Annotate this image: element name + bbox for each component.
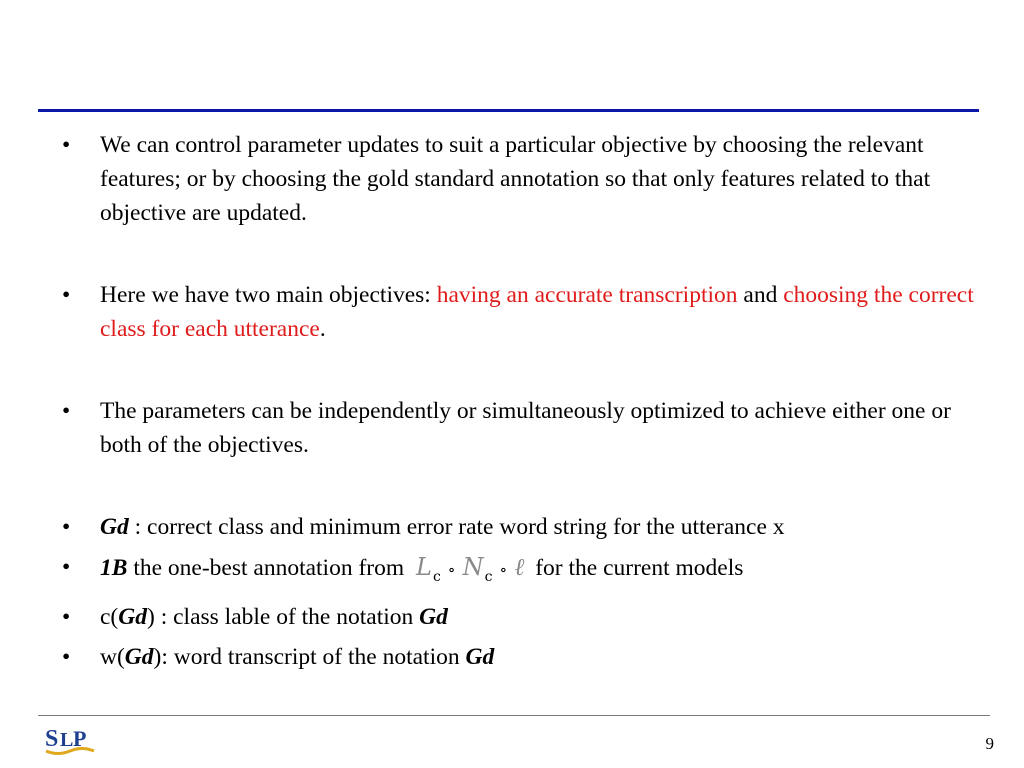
bullet-optimization: [62, 394, 982, 462]
period: .: [319, 316, 326, 342]
bullet-dot: •: [62, 643, 71, 670]
bullet-dot: •: [62, 603, 71, 630]
svg-text:L: L: [60, 729, 74, 751]
bullet-word-transcript: [62, 640, 982, 674]
bullet-dot: •: [62, 132, 71, 158]
math-symbol: N: [462, 553, 485, 581]
bullet-dot: •: [62, 398, 71, 424]
bullet-parameter-updates: [62, 128, 982, 230]
bullet-dot: •: [62, 282, 71, 308]
bullet-prefix: c(: [100, 603, 119, 630]
bullet-dot: •: [62, 514, 71, 540]
bullet-text: ): word transcript of the notation: [153, 643, 466, 670]
math-operator: ∘: [447, 560, 457, 579]
math-subscript: c: [432, 568, 442, 585]
math-operator: ∘: [499, 560, 509, 579]
bullet-text: : correct class and minimum error rate word string for the utterance x: [128, 514, 785, 540]
svg-text:P: P: [73, 726, 87, 751]
bullet-prefix: w(: [100, 643, 125, 670]
conjunction: and: [737, 282, 784, 308]
bullet-class-label: [62, 600, 982, 634]
bullet-text: Here we have two main objectives:: [100, 282, 437, 308]
bullet-dot: •: [62, 554, 71, 580]
term-gd: Gd: [124, 643, 154, 670]
svg-text:S: S: [45, 726, 59, 752]
bullet-text: The parameters can be independently or simultaneously optimized to achieve either one or both of the objectives.: [100, 398, 951, 458]
bullet-gd-definition: [62, 510, 982, 544]
slide-body: [62, 128, 982, 674]
footer-rule: [38, 715, 990, 716]
term-gd: Gd: [118, 603, 147, 630]
math-symbol: ℓ: [514, 553, 526, 581]
math-symbol: L: [416, 553, 433, 581]
objective-class: choosing the correct class for each utterance: [100, 282, 974, 342]
bullet-text: for the current models: [535, 555, 744, 581]
objective-transcription: having an accurate transcription: [436, 282, 738, 308]
composition-formula: [410, 553, 529, 585]
bullet-text: ) : class lable of the notation: [147, 603, 420, 630]
term-gd: Gd: [419, 603, 448, 630]
term-gd: Gd: [100, 514, 129, 540]
bullet-text: We can control parameter updates to suit a particular objective by choosing the relevant features; or by choosing the gold standard annotation so that only features related to that objective are updated.: [100, 132, 931, 226]
term-gd: Gd: [465, 643, 495, 670]
title-rule: [38, 109, 979, 112]
bullet-1b-definition: [62, 550, 982, 594]
math-subscript: c: [484, 568, 494, 585]
bullet-objectives: [62, 278, 982, 346]
page-number: 9: [985, 734, 994, 753]
slp-logo: [44, 722, 96, 758]
bullet-text: the one-best annotation from: [127, 555, 411, 581]
term-1b: 1B: [100, 555, 128, 581]
